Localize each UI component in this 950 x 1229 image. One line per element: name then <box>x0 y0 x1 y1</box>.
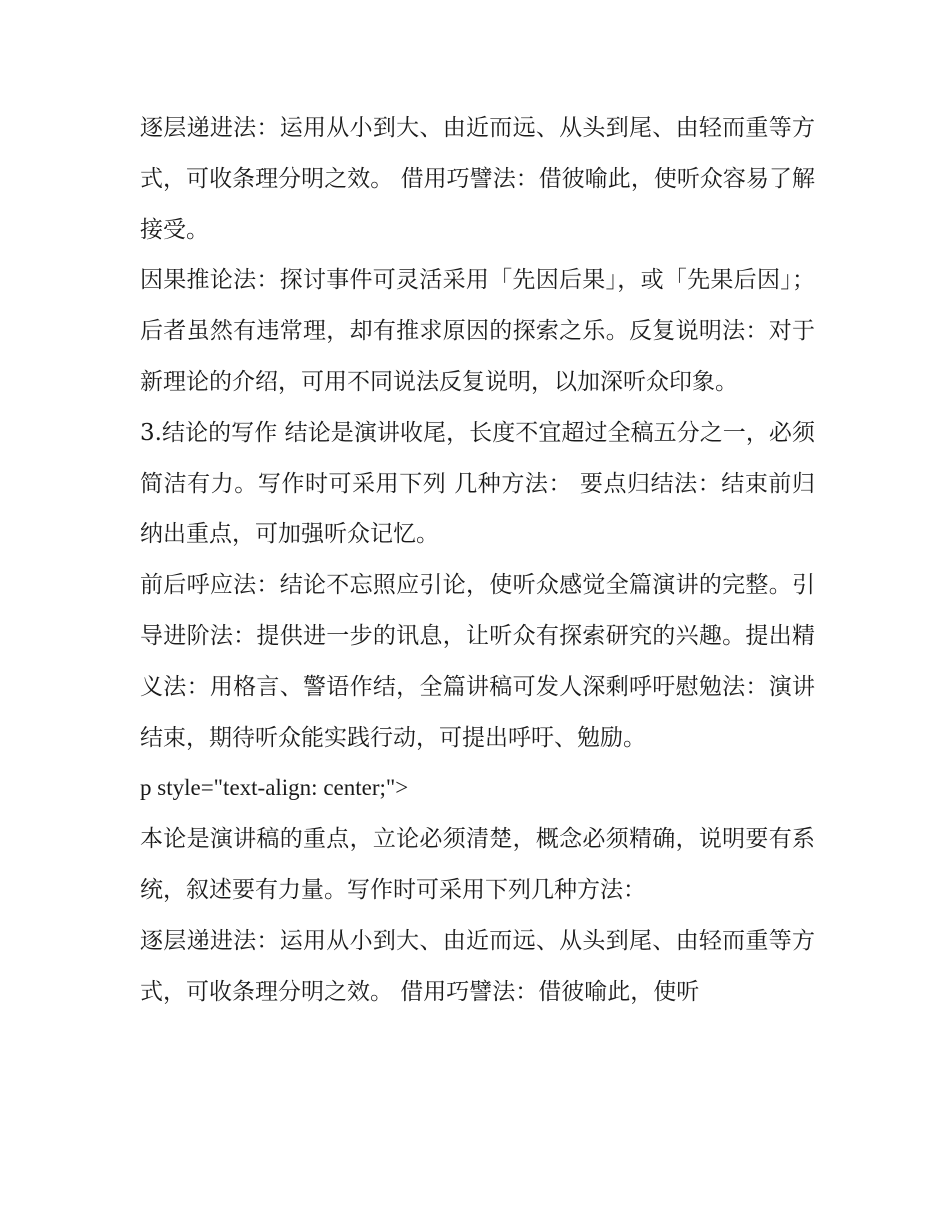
paragraph-causal-method: 因果推论法：探讨事件可灵活采用「先因后果」，或「先果后因」；后者虽然有违常理，却有推求原因的探索之乐。反复说明法：对于新理论的介绍，可用不同说法反复说明，以加深听众印象。 <box>140 267 815 395</box>
paragraph-progressive-method: 逐层递进法：运用从小到大、由近而远、从头到尾、由轻而重等方式，可收条理分明之效。 借用巧譬法：借彼喻此，使听众容易了解接受。 <box>140 115 815 243</box>
paragraph-main-body: 本论是演讲稿的重点，立论必须清楚，概念必须精确，说明要有系统，叙述要有力量。写作时可采用下列几种方法： <box>140 826 815 903</box>
paragraph-progressive-method-repeat: 逐层递进法：运用从小到大、由近而远、从头到尾、由轻而重等方式，可收条理分明之效。 借用巧譬法：借彼喻此，使听 <box>140 927 815 1005</box>
stray-markup-text: p style="text-align: center;"> <box>140 775 409 801</box>
document-body <box>140 103 815 1017</box>
paragraph-conclusion-writing: 3.结论的写作 结论是演讲收尾，长度不宜超过全稿五分之一，必须简洁有力。写作时可采用下列 几种方法： 要点归结法：结束前归纳出重点，可加强听众记忆。 <box>140 419 815 548</box>
paragraph-echo-method: 前后呼应法：结论不忘照应引论，使听众感觉全篇演讲的完整。引导进阶法：提供进一步的讯息，让听众有探索研究的兴趣。提出精义法：用格言、警语作结，全篇讲稿可发人深剩呼吁慰勉法：演讲结束，期待听众能实践行动，可提出呼吁、勉励。 <box>140 572 815 751</box>
